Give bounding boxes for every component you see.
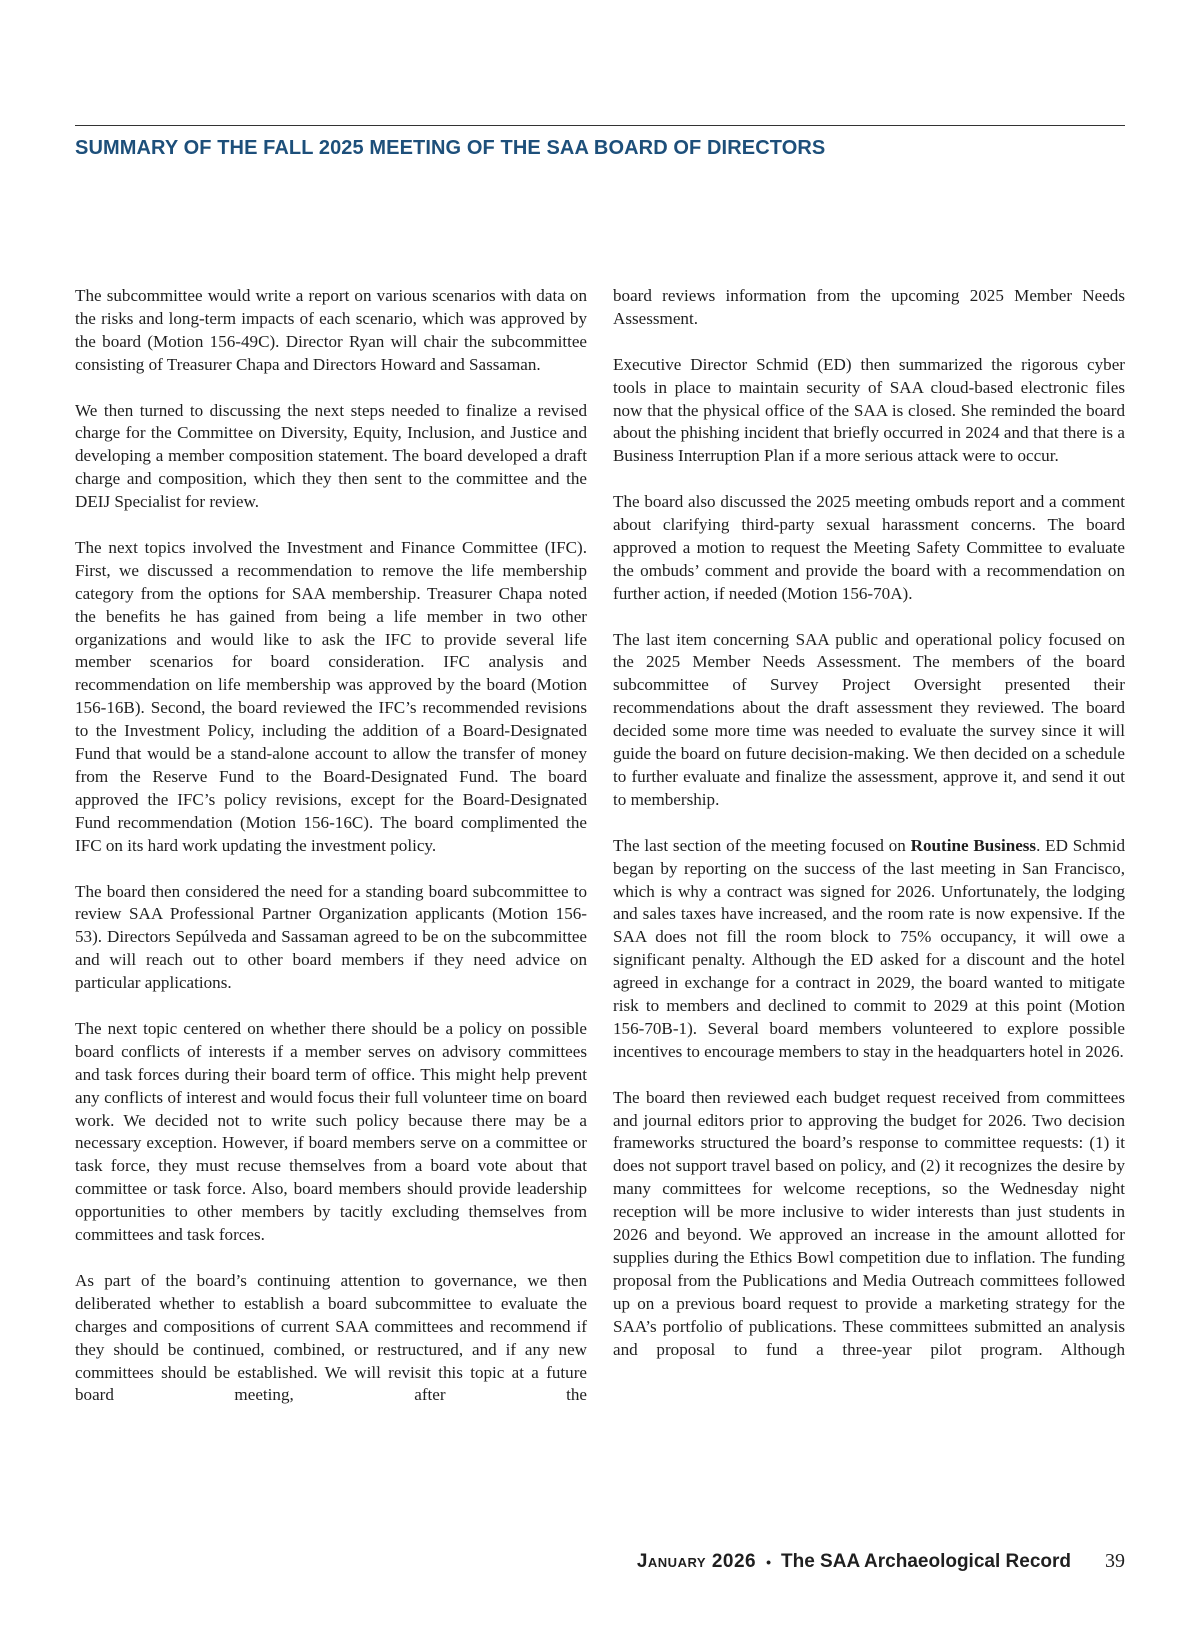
left-paragraph-1: The subcommittee would write a report on various scenarios with data on the risks and long-term impacts of each scenario, which was approved by the board (Motion 156-49C). Director Ryan will chair the subcommittee consisting of Treasurer Chapa and Directors Howard and Sassaman. (75, 286, 587, 374)
right-column (613, 285, 1125, 1362)
footer-separator: • (766, 1554, 771, 1570)
routine-business-text: . ED Schmid began by reporting on the success of the last meeting in San Francisco, which is why a contract was signed for 2026. Unfortunately, the lodging and sales taxes have increased, and the room rate is now expensive. If the SAA does not fill the room block to 75% occupancy, it will owe a significant penalty. Although the ED asked for a discount and the hotel agreed in exchange for a contract in 2029, the board wanted to mitigate risk to members and declined to commit to 2029 at this point (Motion 156-70B-1). Several board members volunteered to explore possible incentives to encourage members to stay in the headquarters hotel in 2026. (613, 835, 1126, 1061)
routine-business-intro: The last section of the meeting focused on (613, 835, 911, 855)
left-column (75, 285, 587, 1407)
routine-business-heading: Routine Business (910, 835, 1037, 855)
page-title: SUMMARY OF THE FALL 2025 MEETING OF THE SAA BOARD OF DIRECTORS (75, 137, 826, 159)
header-rule (75, 125, 1125, 126)
footer-journal-title: The SAA Archaeological Record (781, 1551, 1071, 1572)
left-paragraph-6: As part of the board’s continuing attention to governance, we then deliberated whether to establish a board subcommittee to evaluate the charges and compositions of current SAA committees and recommend if they should be continued, combined, or restructured, and if any new committees should be established. We will revisit this topic at a future board meeting, after the (75, 1270, 587, 1405)
page-number: 39 (1105, 1550, 1125, 1572)
right-paragraph-2: Executive Director Schmid (ED) then summarized the rigorous cyber tools in place to maintain security of SAA cloud-based electronic files now that the physical office of the SAA is closed. She reminded the board about the phishing incident that briefly occurred in 2024 and that there is a Business Interruption Plan if a more serious attack were to occur. (613, 354, 1125, 466)
left-paragraph-2: We then turned to discussing the next steps needed to finalize a revised charge for the Committee on Diversity, Equity, Inclusion, and Justice and developing a member composition statement. The board developed a draft charge and composition, which they then sent to the committee and the DEIJ Specialist for review. (75, 400, 587, 512)
right-paragraph-3: The board also discussed the 2025 meeting ombuds report and a comment about clarifying third-party sexual harassment concerns. The board approved a motion to request the Meeting Safety Committee to evaluate the ombuds’ comment and provide the board with a recommendation on further action, if needed (Motion 156-70A). (613, 492, 1125, 603)
left-paragraph-3: The next topics involved the Investment and Finance Committee (IFC). First, we discussed a recommendation to remove the life membership category from the options for SAA membership. Treasurer Chapa noted the benefits he has gained from being a life member in two other organizations and would like to ask the IFC to provide several life member scenarios for board consideration. IFC analysis and recommendation on life membership was approved by the board (Motion 156-16B). Second, the board reviewed the IFC’s recommended revisions to the Investment Policy, including the addition of a Board-Designated Fund that would be a stand-alone account to allow the transfer of money from the Reserve Fund to the Board-Designated Fund. The board approved the IFC’s policy revisions, except for the Board-Designated Fund recommendation (Motion 156-16C). The board complimented the IFC on its hard work updating the investment policy. (75, 537, 587, 855)
footer-issue-date: January 2026 (636, 1551, 757, 1572)
right-paragraph-6: The board then reviewed each budget request received from committees and journal editors prior to approving the budget for 2026. Two decision frameworks structured the board’s response to committee requests: (1) it does not support travel based on policy, and (2) it recognizes the desire by many committees for welcome receptions, so the Wednesday night reception will be more inclusive to wider interests than just students in 2026 and beyond. We approved an increase in the amount allotted for supplies during the Ethics Bowl competition due to inflation. The funding proposal from the Publications and Media Outreach committees followed up on a previous board request to provide a marketing strategy for the SAA’s portfolio of publications. These committees submitted an analysis and proposal to fund a three-year pilot program. Although (613, 1087, 1125, 1359)
page-footer (637, 1550, 1125, 1573)
right-paragraph-1: board reviews information from the upcoming 2025 Member Needs Assessment. (613, 286, 1125, 328)
right-paragraph-4: The last item concerning SAA public and operational policy focused on the 2025 Member Needs Assessment. The members of the board subcommittee of Survey Project Oversight presented their recommendations about the draft assessment they reviewed. The board decided some more time was needed to evaluate the survey since it will guide the board on future decision-making. We then decided on a schedule to further evaluate and finalize the assessment, approve it, and send it out to membership. (613, 629, 1125, 809)
left-paragraph-4: The board then considered the need for a standing board subcommittee to review SAA Professional Partner Organization applicants (Motion 156-53). Directors Sepúlveda and Sassaman agreed to be on the subcommittee and will reach out to other board members if they need advice on particular applications. (75, 881, 587, 993)
left-paragraph-5: The next topic centered on whether there should be a policy on possible board conflicts of interests if a member serves on advisory committees and task forces during their board term of office. This might help prevent any conflicts of interest and would focus their full volunteer time on board work. We decided not to write such policy because there may be a necessary exception. However, if board members serve on a committee or task force, they must recuse themselves from a board vote about that committee or task force. Also, board members should provide leadership opportunities to other members by tacitly excluding themselves from committees and task forces. (75, 1018, 587, 1245)
right-paragraph-5 (613, 835, 1125, 1064)
